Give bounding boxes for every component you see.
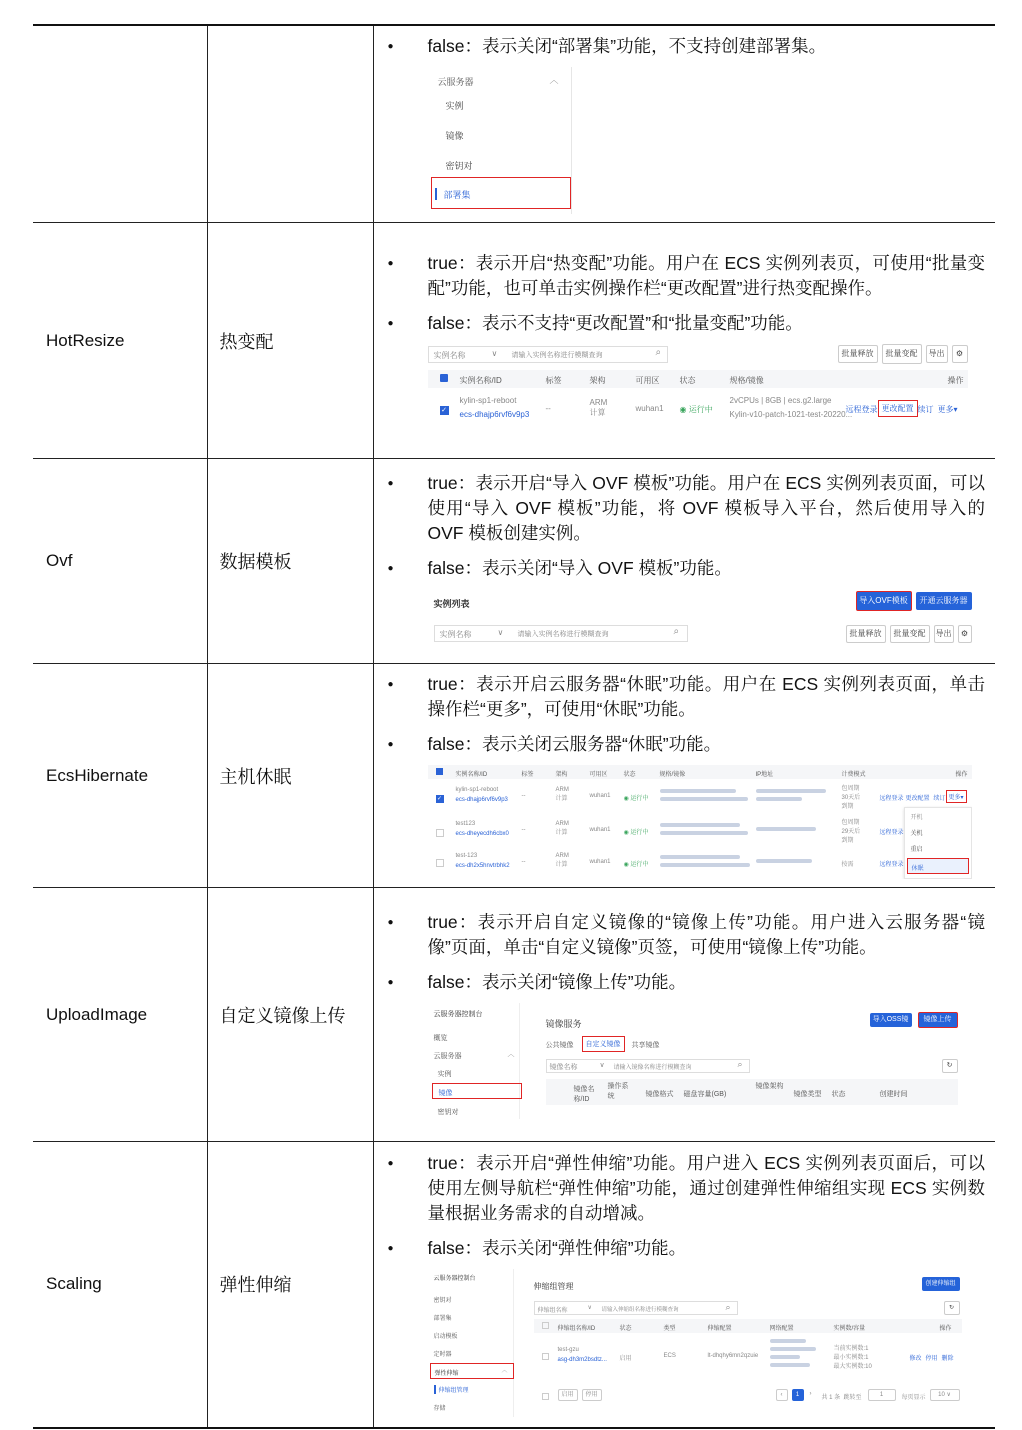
instance-name: kylin-sp1-reboot <box>459 396 517 405</box>
bullet-true: ● true：表示开启云服务器“休眠”功能。用户在 ECS 实例列表页面，单击操作栏“更多”，可使用“休眠”功能。 <box>384 672 986 722</box>
param-name: 主机休眠 <box>207 664 373 888</box>
param-description <box>373 664 995 888</box>
search-input: 请输入实例名称进行模糊查询 <box>511 352 603 359</box>
col-header: 架构 <box>555 772 568 778</box>
instance-name: kylin-sp1-reboot <box>455 787 499 793</box>
nav-item: 概览 <box>433 1035 448 1042</box>
export-button: 导出 <box>934 625 954 643</box>
page-title: 镜像服务 <box>545 1019 582 1029</box>
instance-arch: ARM计算 <box>589 398 608 417</box>
table-row <box>33 1142 995 1428</box>
nav-item: 密钥对 <box>437 1109 459 1116</box>
batch-release-button: 批量释放 <box>846 625 886 643</box>
col-header: 镜像名称/ID <box>573 1086 595 1103</box>
instance-name: test123 <box>455 821 476 827</box>
select-all-checkbox <box>436 768 443 775</box>
page-title: 伸缩组管理 <box>533 1282 574 1292</box>
chevron-up-icon: ︿ <box>501 1368 508 1375</box>
col-header: 镜像类型 <box>793 1091 822 1098</box>
filter-label: 实例名称 <box>439 630 472 639</box>
instance-id: ecs-dhajp6rvf6v9p3 <box>455 797 508 803</box>
instance-zone: wuhan1 <box>589 859 611 865</box>
group-config: lt-dhqhy6mn2qzuie <box>707 1353 759 1360</box>
nav-item: 存储 <box>433 1406 446 1413</box>
billing-expire: 30天后 <box>841 795 861 801</box>
col-header: 状态 <box>831 1091 846 1098</box>
menu-item: 实例 <box>445 101 464 111</box>
instance-zone: wuhan1 <box>589 827 611 833</box>
min-count: 最小实例数:1 <box>833 1355 869 1362</box>
col-header: 实例数/容量 <box>833 1326 866 1333</box>
col-header: 架构 <box>589 376 606 385</box>
menu-item: 关机 <box>910 831 923 837</box>
bullet-true: ● true：表示开启自定义镜像的“镜像上传”功能。用户进入云服务器“镜像”页面，单击“自定义镜像”页签，可使用“镜像上传”功能。 <box>384 910 986 960</box>
col-header: 实例名称/ID <box>459 376 502 385</box>
table-row <box>33 223 995 459</box>
search-icon: ⌕ <box>655 347 662 358</box>
param-key: EcsHibernate <box>33 664 207 888</box>
console-title: 云服务器控制台 <box>433 1276 476 1283</box>
table-row <box>33 25 995 223</box>
param-name: 数据模板 <box>207 459 373 664</box>
param-name: 自定义镜像上传 <box>207 888 373 1142</box>
batch-resize-button: 批量变配 <box>882 344 922 364</box>
col-header: 状态 <box>679 376 696 385</box>
col-header: 实例名称/ID <box>455 772 488 778</box>
col-header: 规格/镜像 <box>729 376 764 385</box>
edit-link: 修改 <box>909 1356 922 1363</box>
screenshot-nav-menu <box>428 67 572 214</box>
status-badge: ◉ 运行中 <box>623 862 649 868</box>
create-server-button: 开通云服务器 <box>916 592 972 610</box>
create-group-button: 创建伸缩组 <box>922 1277 960 1291</box>
col-header: 标签 <box>545 376 562 385</box>
param-key <box>33 25 207 223</box>
batch-resize-button: 批量变配 <box>890 625 930 643</box>
instance-id: ecs-dheyecdh6cbx0 <box>455 831 509 837</box>
screenshot-image-upload <box>428 1003 962 1119</box>
upload-image-button: 镜像上传 <box>918 1012 958 1028</box>
search-input: 请输入镜像名称进行模糊查询 <box>613 1065 692 1071</box>
nav-item: 伸缩组管理 <box>434 1385 469 1394</box>
param-description <box>373 25 995 223</box>
instance-tag: -- <box>521 827 526 833</box>
bullet-false: ● false：表示关闭云服务器“休眠”功能。 <box>384 732 986 757</box>
instance-tag: -- <box>521 859 526 865</box>
tab-custom: 自定义镜像 <box>582 1036 625 1052</box>
screenshot-instance-list <box>428 344 968 430</box>
disable-button: 停用 <box>582 1389 602 1401</box>
chevron-down-icon: ∨ <box>587 1305 592 1312</box>
instance-id: ecs-dh2x5hnvtrbhk2 <box>455 863 510 869</box>
screenshot-scaling <box>428 1269 962 1417</box>
bullet-false: ● false：表示不支持“更改配置”和“批量变配”功能。 <box>384 311 986 336</box>
instance-arch: ARM计算 <box>555 853 569 868</box>
billing-mode: 按需 <box>841 862 854 868</box>
col-header: 规格/镜像 <box>659 772 686 778</box>
footer-checkbox <box>542 1393 549 1400</box>
config-table <box>33 24 995 1429</box>
instance-arch: ARM计算 <box>555 821 569 836</box>
param-name: 弹性伸缩 <box>207 1142 373 1428</box>
col-header: 状态 <box>623 772 636 778</box>
menu-item: 镜像 <box>445 131 464 141</box>
instance-spec: 2vCPUs | 8GB | ecs.g2.large <box>729 396 832 405</box>
instance-zone: wuhan1 <box>635 404 664 413</box>
per-page-select: 10 ∨ <box>930 1389 960 1401</box>
settings-icon: ⚙ <box>958 625 972 643</box>
row-checkbox <box>436 859 444 867</box>
billing-expire: 到期 <box>841 838 854 844</box>
row-checkbox: ✓ <box>441 407 447 414</box>
search-icon: ⌕ <box>673 626 680 637</box>
search-input: 请输入伸缩组名称进行模糊查询 <box>601 1307 679 1314</box>
param-key: UploadImage <box>33 888 207 1142</box>
status-badge: ◉ 运行中 <box>679 405 713 414</box>
instance-tag: -- <box>521 793 526 799</box>
next-page-icon: › <box>809 1391 812 1398</box>
group-name: test-gzu <box>557 1347 579 1354</box>
menu-item: 密钥对 <box>445 161 473 171</box>
billing-expire: 到期 <box>841 804 854 810</box>
bullet-true: ● true：表示开启“导入 OVF 模板”功能。用户在 ECS 实例列表页面，可以使用“导入 OVF 模板”功能，将 OVF 模板导入平台，然后使用导入的 OVF 模板创建实例。 <box>384 471 986 546</box>
menu-header: 云服务器 <box>437 77 474 87</box>
table-row <box>33 459 995 664</box>
nav-item: 云服务器 <box>433 1053 462 1060</box>
disable-link: 停用 <box>925 1356 938 1363</box>
menu-item-selected: 部署集 <box>431 177 571 209</box>
instance-image: Kylin-v10-patch-1021-test-20220... <box>729 410 853 419</box>
status-badge: ◉ 运行中 <box>623 796 649 802</box>
col-header: 计费模式 <box>841 772 866 778</box>
screenshot-ovf <box>428 589 972 651</box>
chevron-down-icon: ∨ <box>497 628 504 637</box>
jump-label: 跳转至 <box>843 1395 862 1402</box>
col-header: 可用区 <box>635 376 660 385</box>
import-ovf-button: 导入OVF模板 <box>856 591 912 611</box>
delete-link: 删除 <box>941 1356 954 1363</box>
enable-button: 启用 <box>558 1389 578 1401</box>
remote-login-link: 远程登录 <box>879 830 904 836</box>
select-all-checkbox <box>542 1322 549 1329</box>
col-header: 类型 <box>663 1326 676 1333</box>
search-input: 请输入实例名称进行模糊查询 <box>517 631 609 638</box>
tab-public: 公共镜像 <box>545 1042 574 1049</box>
change-config-link: 更改配置 <box>878 400 918 417</box>
param-key: Ovf <box>33 459 207 664</box>
table-row <box>33 888 995 1142</box>
param-description <box>373 1142 995 1428</box>
filter-label: 实例名称 <box>433 351 466 360</box>
more-link: 更多▾ <box>937 405 958 414</box>
billing-mode: 包周期 <box>841 820 860 826</box>
instance-id: ecs-dhajp6rvf6v9p3 <box>459 410 530 419</box>
billing-mode: 包周期 <box>841 786 860 792</box>
tab-shared: 共享镜像 <box>631 1042 660 1049</box>
col-header: 镜像格式 <box>645 1091 674 1098</box>
row-checkbox <box>542 1353 549 1360</box>
group-type: ECS <box>663 1353 676 1360</box>
change-config-link: 更改配置 <box>905 796 930 802</box>
bullet-false: ● false：表示关闭“导入 OVF 模板”功能。 <box>384 556 986 581</box>
nav-item-selected: 弹性伸缩 <box>430 1363 514 1379</box>
search-icon: ⌕ <box>737 1059 743 1069</box>
col-header: 操作系统 <box>607 1083 629 1100</box>
col-header: 伸缩配置 <box>707 1326 732 1333</box>
col-header: 状态 <box>619 1326 632 1333</box>
search-icon: ⌕ <box>725 1302 731 1313</box>
col-header: 镜像架构 <box>755 1083 784 1090</box>
remote-login-link: 远程登录 <box>845 405 878 414</box>
per-page-label: 每页显示 <box>901 1395 926 1402</box>
nav-item: 定时器 <box>433 1352 452 1359</box>
param-name <box>207 25 373 223</box>
col-header: 创建时间 <box>879 1091 908 1098</box>
nav-item-selected: 镜像 <box>432 1083 522 1099</box>
nav-item: 启动模板 <box>433 1334 458 1341</box>
console-title: 云服务器控制台 <box>433 1011 483 1018</box>
instance-name: test-123 <box>455 853 478 859</box>
instance-tag: -- <box>545 404 551 413</box>
menu-item: 重启 <box>910 847 923 853</box>
chevron-down-icon: ∨ <box>491 349 498 358</box>
current-count: 当前实例数:1 <box>833 1346 869 1353</box>
max-count: 最大实例数:10 <box>833 1364 872 1371</box>
hibernate-menu-item: 休眠 <box>907 858 969 874</box>
bullet-true: ● true：表示开启“弹性伸缩”功能。用户进入 ECS 实例列表页面后，可以使用左侧导航栏“弹性伸缩”功能，通过创建弹性伸缩组实现 ECS 实例数量根据业务需求的自动增减。 <box>384 1151 986 1226</box>
more-link: 更多▾ <box>946 790 967 803</box>
col-header: 标签 <box>521 772 534 778</box>
chevron-up-icon: ︿ <box>549 75 559 85</box>
nav-item: 实例 <box>437 1071 452 1078</box>
refresh-icon: ↻ <box>944 1301 960 1315</box>
col-header: 操作 <box>955 772 968 778</box>
menu-item: 开机 <box>910 815 923 821</box>
col-header: 伸缩组名称/ID <box>557 1326 596 1333</box>
bullet-false: ● false：表示关闭“部署集”功能，不支持创建部署集。 <box>384 34 986 59</box>
refresh-icon: ↻ <box>942 1059 958 1073</box>
col-header: IP地址 <box>755 772 774 778</box>
billing-expire: 29天后 <box>841 829 861 835</box>
param-description <box>373 459 995 664</box>
renew-link: 续订 <box>933 796 946 802</box>
screenshot-hibernate <box>428 765 972 879</box>
remote-login-link: 远程登录 <box>879 862 904 868</box>
select-all-checkbox <box>440 374 448 382</box>
table-row <box>33 664 995 888</box>
instance-arch: ARM计算 <box>555 787 569 802</box>
import-oss-button: 导入OSS镜像 <box>870 1013 912 1027</box>
export-button: 导出 <box>926 345 948 363</box>
bullet-true: ● true：表示开启“热变配”功能。用户在 ECS 实例列表页，可使用“批量变配”功能，也可单击实例操作栏“更改配置”进行热变配操作。 <box>384 251 986 301</box>
param-description <box>373 223 995 459</box>
bullet-false: ● false：表示关闭“镜像上传”功能。 <box>384 970 986 995</box>
filter-label: 镜像名称 <box>549 1064 578 1071</box>
bullet-false: ● false：表示关闭“弹性伸缩”功能。 <box>384 1236 986 1261</box>
renew-link: 续订 <box>917 405 934 414</box>
status-badge: ◉ 运行中 <box>623 830 649 836</box>
total-count: 共 1 条 <box>821 1395 841 1402</box>
col-header: 可用区 <box>589 772 608 778</box>
param-description <box>373 888 995 1142</box>
filter-label: 伸缩组名称 <box>537 1308 568 1315</box>
param-name: 热变配 <box>207 223 373 459</box>
param-key: Scaling <box>33 1142 207 1428</box>
col-header: 操作 <box>939 1326 952 1333</box>
page-title: 实例列表 <box>433 599 470 609</box>
settings-icon: ⚙ <box>952 345 968 363</box>
jump-input: 1 <box>868 1389 896 1401</box>
instance-zone: wuhan1 <box>589 793 611 799</box>
chevron-down-icon: ∨ <box>599 1062 605 1069</box>
row-checkbox: ✓ <box>436 796 443 802</box>
col-header: 操作 <box>947 376 964 385</box>
nav-item: 密钥对 <box>433 1298 452 1305</box>
batch-release-button: 批量释放 <box>838 345 878 363</box>
remote-login-link: 远程登录 <box>879 796 904 802</box>
nav-item: 部署集 <box>433 1316 452 1323</box>
prev-page-icon: ‹ <box>776 1389 788 1401</box>
more-dropdown-menu <box>904 807 972 879</box>
param-key: HotResize <box>33 223 207 459</box>
chevron-up-icon: ︿ <box>507 1051 515 1058</box>
group-status: 启用 <box>619 1356 632 1363</box>
group-id: asg-dh3m2bsdtz... <box>557 1357 607 1364</box>
page-number: 1 <box>792 1389 804 1401</box>
col-header: 磁盘容量(GB) <box>683 1091 727 1098</box>
row-checkbox <box>436 829 444 837</box>
col-header: 网络配置 <box>769 1326 794 1333</box>
